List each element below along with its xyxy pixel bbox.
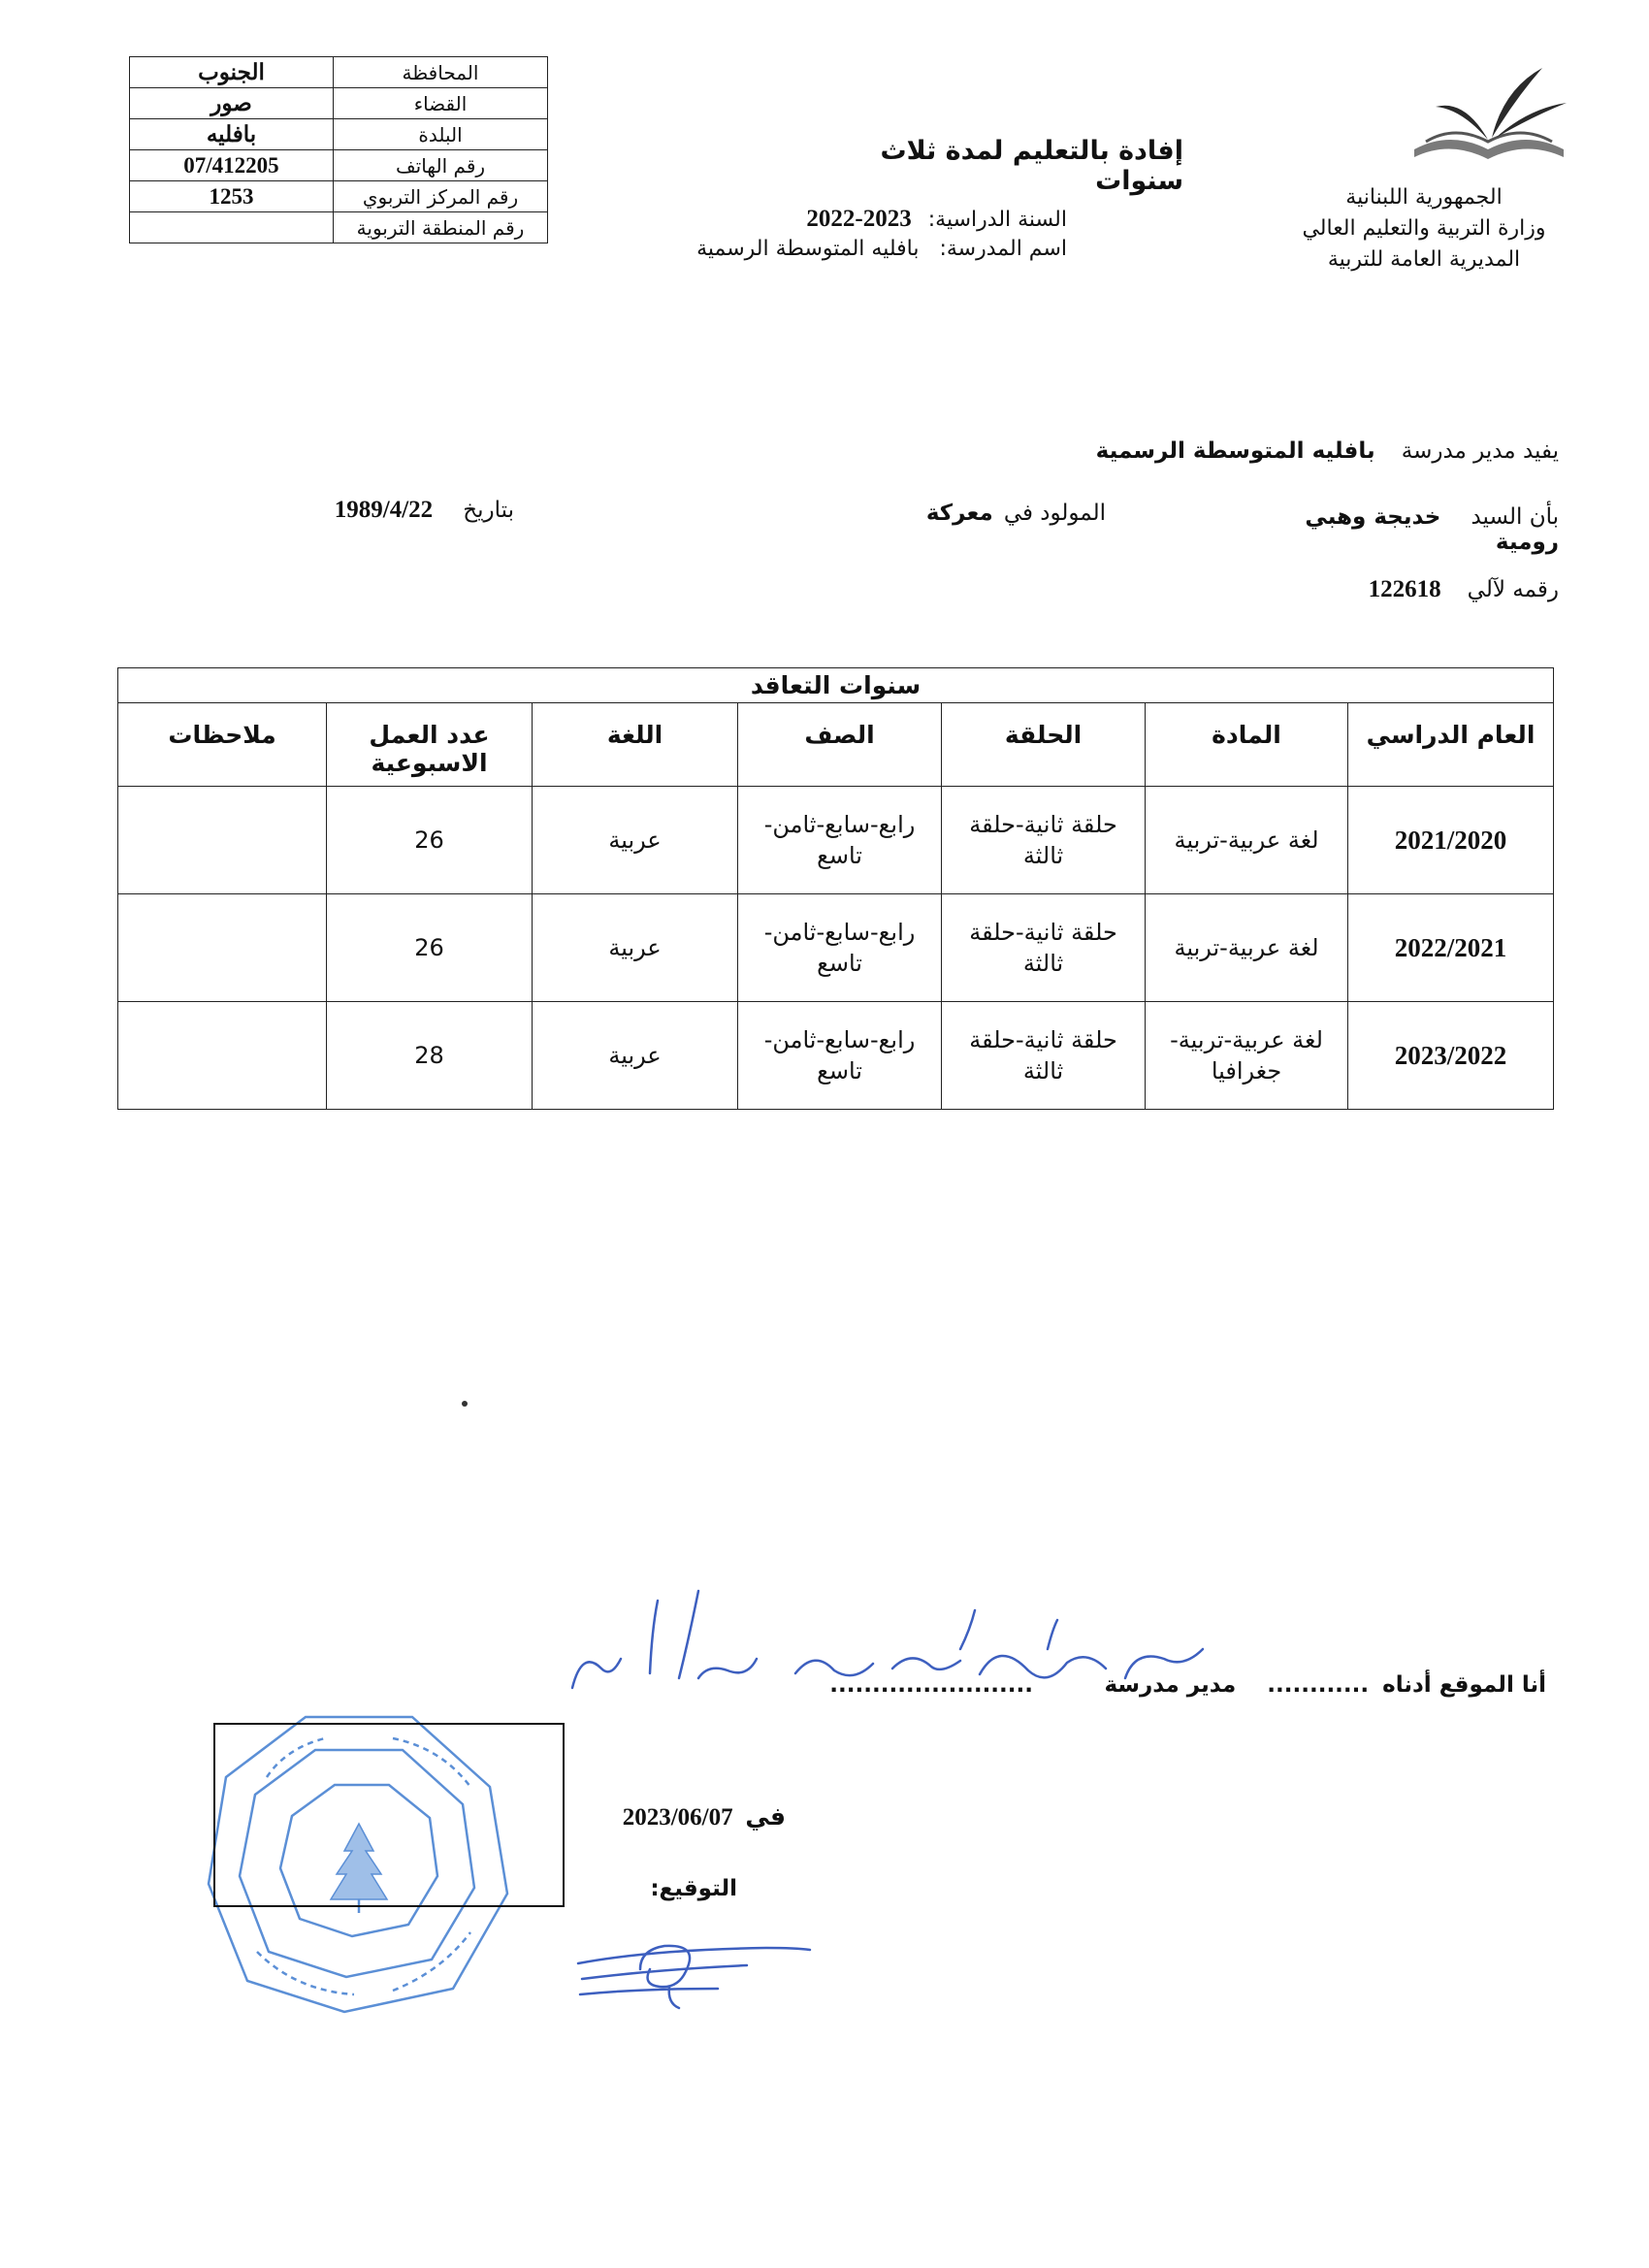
school-name-value: بافليه المتوسطة الرسمية xyxy=(696,237,920,261)
table-cell: 26 xyxy=(327,787,533,894)
table-cell: 2021/2020 xyxy=(1348,787,1554,894)
info-row xyxy=(130,88,548,119)
signature-scribble xyxy=(572,1930,815,2018)
column-header: عدد العمل الاسبوعية xyxy=(327,703,533,787)
info-value: بافليه xyxy=(130,119,334,150)
school-name-label: اسم المدرسة: xyxy=(939,237,1067,261)
id-number: 122618 xyxy=(1368,576,1441,602)
info-label: القضاء xyxy=(334,88,548,119)
info-row xyxy=(130,57,548,88)
info-row xyxy=(130,212,548,243)
birthplace: معركة xyxy=(925,501,993,526)
table-cell: 28 xyxy=(327,1002,533,1110)
document-title: إفادة بالتعليم لمدة ثلاث سنوات xyxy=(880,136,1183,196)
table-cell: لغة عربية-تربية xyxy=(1146,787,1348,894)
person-name: خديجة وهبي رومية xyxy=(1305,504,1559,555)
info-value: الجنوب xyxy=(130,57,334,88)
table-cell: لغة عربية-تربية-جغرافيا xyxy=(1146,1002,1348,1110)
signature-label: التوقيع: xyxy=(650,1876,737,1901)
info-label: رقم المنطقة التربوية xyxy=(334,212,548,243)
info-label: رقم الهاتف xyxy=(334,150,548,181)
table-row xyxy=(118,1002,1554,1110)
date-label: في xyxy=(745,1802,786,1831)
column-header: العام الدراسي xyxy=(1348,703,1554,787)
school-dots: ........................ xyxy=(829,1672,1033,1698)
academic-year-value: 2023-2022 xyxy=(806,206,912,232)
info-row xyxy=(130,150,548,181)
info-label: المحافظة xyxy=(334,57,548,88)
column-header: المادة xyxy=(1146,703,1348,787)
ink-dot xyxy=(462,1401,468,1407)
info-row xyxy=(130,119,548,150)
undersigned-label: أنا الموقع أدناه xyxy=(1382,1672,1546,1698)
info-label: البلدة xyxy=(334,119,548,150)
director-label: مدير مدرسة xyxy=(1104,1672,1237,1698)
info-row xyxy=(130,181,548,212)
table-cell: حلقة ثانية-حلقة ثالثة xyxy=(942,894,1146,1002)
table-cell xyxy=(118,894,327,1002)
school-info-table xyxy=(129,56,548,243)
table-cell: لغة عربية-تربية xyxy=(1146,894,1348,1002)
handwritten-name xyxy=(543,1581,1242,1707)
stamp-box xyxy=(213,1723,565,1907)
table-cell: عربية xyxy=(533,1002,738,1110)
name-dots: ............ xyxy=(1267,1672,1370,1698)
table-cell: رابع-سابع-ثامن-تاسع xyxy=(738,1002,942,1110)
table-cell: حلقة ثانية-حلقة ثالثة xyxy=(942,1002,1146,1110)
info-value: 1253 xyxy=(130,181,334,212)
born-label: المولود في xyxy=(1003,501,1106,526)
table-cell: 26 xyxy=(327,894,533,1002)
table-caption: سنوات التعاقد xyxy=(118,668,1554,703)
table-header-row xyxy=(118,703,1554,787)
info-label: رقم المركز التربوي xyxy=(334,181,548,212)
intro-label: يفيد مدير مدرسة xyxy=(1401,438,1559,464)
info-value xyxy=(130,212,334,243)
republic-name: الجمهورية اللبنانية xyxy=(1345,185,1503,210)
person-label: بأن السيد xyxy=(1471,504,1559,530)
table-cell: 2023/2022 xyxy=(1348,1002,1554,1110)
intro-school: بافليه المتوسطة الرسمية xyxy=(1095,438,1375,464)
table-cell: عربية xyxy=(533,894,738,1002)
ministry-name: وزارة التربية والتعليم العالي xyxy=(1302,216,1546,241)
table-cell: رابع-سابع-ثامن-تاسع xyxy=(738,894,942,1002)
column-header: اللغة xyxy=(533,703,738,787)
table-row xyxy=(118,894,1554,1002)
ministry-logo-icon xyxy=(1406,60,1571,167)
birth-date-label: بتاريخ xyxy=(463,498,514,523)
table-cell: عربية xyxy=(533,787,738,894)
table-cell: رابع-سابع-ثامن-تاسع xyxy=(738,787,942,894)
info-value: 07/412205 xyxy=(130,150,334,181)
column-header: ملاحظات xyxy=(118,703,327,787)
directorate-name: المديرية العامة للتربية xyxy=(1327,247,1521,272)
table-cell xyxy=(118,787,327,894)
info-value: صور xyxy=(130,88,334,119)
birth-date: 1989/4/22 xyxy=(334,497,434,523)
table-cell: حلقة ثانية-حلقة ثالثة xyxy=(942,787,1146,894)
table-cell xyxy=(118,1002,327,1110)
academic-year-label: السنة الدراسية: xyxy=(927,208,1067,232)
table-cell: 2022/2021 xyxy=(1348,894,1554,1002)
id-label: رقمه لآلي xyxy=(1467,577,1559,602)
table-caption-row xyxy=(118,668,1554,703)
column-header: الصف xyxy=(738,703,942,787)
contract-years-table xyxy=(117,667,1554,1110)
column-header: الحلقة xyxy=(942,703,1146,787)
footer-date: 2023/06/07 xyxy=(622,1804,733,1831)
table-row xyxy=(118,787,1554,894)
